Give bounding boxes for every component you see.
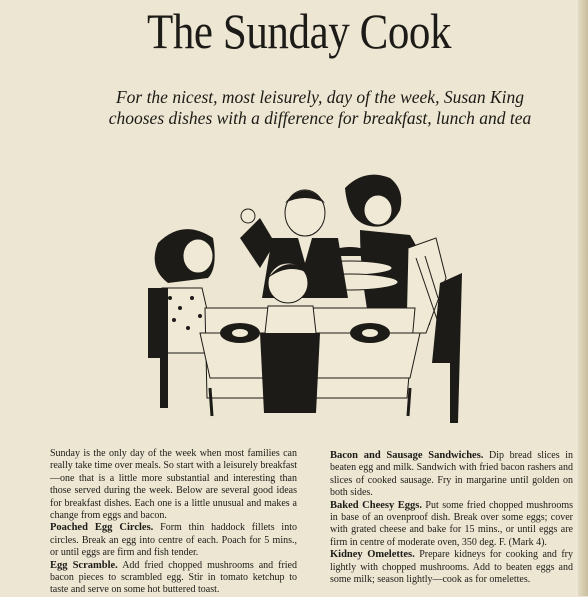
subtitle-line: For the nicest, most leisurely, day of the week, Susan King: [115, 87, 525, 107]
subtitle-line: chooses dishes with a difference for breakfast, lunch and tea: [108, 108, 532, 128]
recipe-item: [330, 549, 573, 586]
recipe-text: Add fried chopped mushrooms and fried bacon pieces to scrambled egg. Stir in tomato ketchup to taste and serve on some hot buttered toast.: [50, 559, 297, 596]
recipe-name: Bacon and Sausage Sandwiches.: [330, 450, 484, 461]
recipe-text: Form thin haddock fillets into circles. Break an egg into centre of each. Poach for 5 mins., or until eggs are firm and fish tender.: [50, 522, 297, 559]
article-title: The Sunday Cook: [146, 3, 452, 59]
recipe-text: Put some fried chopped mushrooms in base of an ovenproof dish. Break over some eggs; cover with grated cheese and bake for 15 mins., or until eggs are firm in centre of moderate oven, 350 deg. F. (Mark 4).: [330, 499, 574, 548]
recipe-name: Kidney Omelettes.: [330, 549, 415, 561]
recipe-text: Prepare kidneys for cooking and fry lightly with chopped mushrooms. Add to beaten eggs and some milk; season lightly—cook as for omelettes.: [330, 549, 573, 586]
recipe-item: [50, 522, 297, 559]
recipe-name: Poached Egg Circles.: [50, 522, 154, 534]
left-column: [50, 448, 297, 597]
page-edge: [578, 0, 588, 596]
recipe-name: Egg Scramble.: [50, 559, 118, 571]
family-breakfast-illustration: [140, 148, 480, 428]
recipe-item: [330, 450, 573, 500]
article-subtitle: [60, 87, 580, 129]
left-chair: [148, 288, 168, 408]
recipe-name: Baked Cheesy Eggs.: [330, 499, 422, 511]
right-column: [330, 450, 573, 586]
intro-paragraph: Sunday is the only day of the week when most families can really take time over meals. So start with a leisurely breakfast—one that is a little more substantial and interesting than those served during the week. Below are several good ideas for breakfast dishes. Each one is a little unusual and makes a change from eggs and bacon.: [50, 448, 297, 522]
recipe-text: Dip bread slices in beaten egg and milk. Sandwich with fried bacon rashers and slices of cooked sausage. Fry in margarine until golden on both sides.: [330, 450, 574, 499]
recipe-item: [330, 500, 573, 550]
recipe-item: [50, 560, 297, 597]
